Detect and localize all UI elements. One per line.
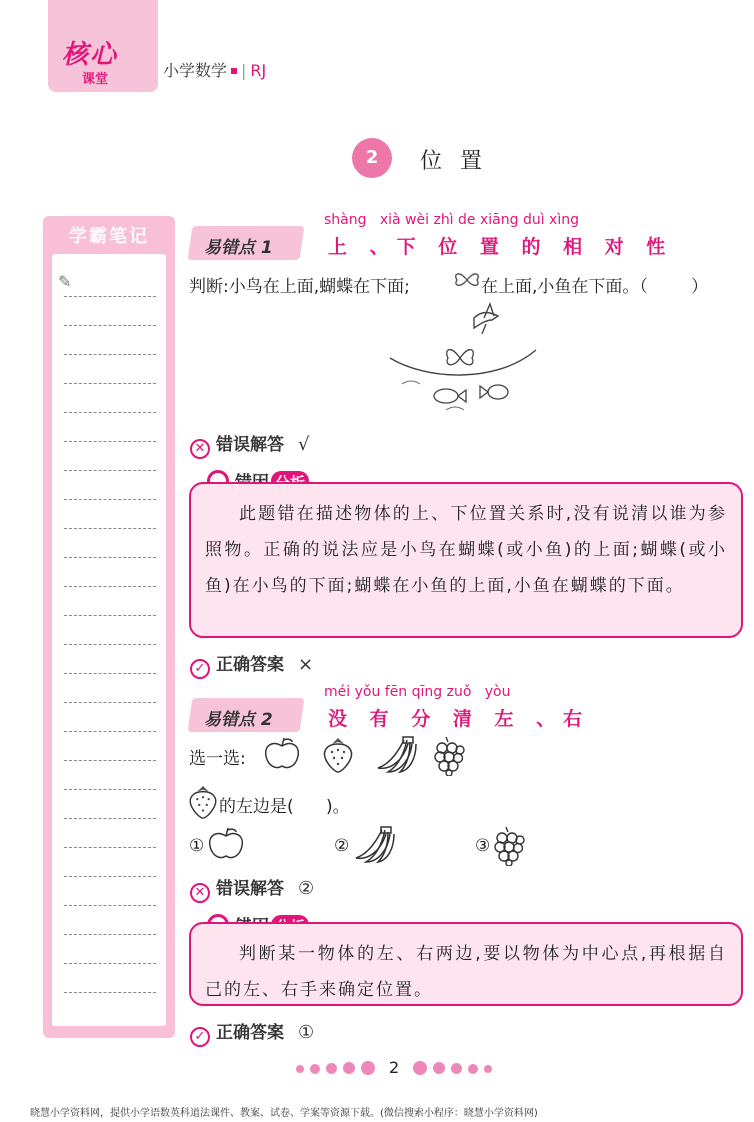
page-dot [343, 1062, 355, 1074]
edition-label: RJ [250, 61, 267, 80]
banana-icon [374, 736, 418, 774]
page-dot [326, 1063, 337, 1074]
wrong-icon: ✕ [190, 439, 210, 459]
note-line [64, 354, 156, 355]
butterfly-icon [453, 270, 481, 290]
grapes-icon [432, 736, 466, 776]
analysis-box-2 [189, 922, 743, 1006]
logo-sub-text: 课堂 [82, 72, 109, 87]
chapter-title: 位置 [420, 149, 501, 174]
wrong-answer-row-1 [190, 430, 309, 459]
error-point-label-2: 易错点 2 [204, 710, 273, 730]
wrong-answer-label: 错误解答 [216, 879, 284, 899]
question-1-part-a: 判断:小鸟在上面,蝴蝶在下面; [189, 277, 410, 297]
note-line [64, 963, 156, 964]
apple-icon [206, 826, 246, 862]
page-number: 2 [389, 1058, 400, 1077]
question-2-sub: 的左边是( )。 [219, 797, 350, 817]
heading-pinyin-1: shàng xià wèi zhì de xiāng duì xìng [324, 212, 579, 228]
note-line [64, 818, 156, 819]
separator-icon [231, 68, 237, 74]
subject-name: 小学数学 [163, 61, 228, 80]
note-line [64, 325, 156, 326]
note-line [64, 905, 156, 906]
strawberry-icon [320, 736, 356, 774]
option-1-label: ① [189, 836, 205, 856]
pencil-icon: ✎ [58, 272, 72, 291]
correct-answer-label: 正确答案 [216, 1023, 284, 1043]
question-2: 选一选: [189, 749, 246, 769]
brand-logo [48, 0, 158, 92]
note-line [64, 412, 156, 413]
check-icon: ✓ [190, 659, 210, 679]
page-dot [361, 1061, 375, 1075]
note-line [64, 789, 156, 790]
option-2-label: ② [334, 836, 350, 856]
correct-answer-value: × [298, 654, 314, 675]
note-line [64, 934, 156, 935]
footer-note: 晓慧小学资料网，提供小学语数英科道法课件、教案、试卷、学案等资源下载。(微信搜索小程序：晓慧小学资料网) [30, 1108, 538, 1119]
check-icon: ✓ [190, 1027, 210, 1047]
analysis-text-1: 此题错在描述物体的上、下位置关系时,没有说清以谁为参照物。正确的说法应是小鸟在蝴蝶(或小鱼)的上面;蝴蝶(或小鱼)在小鸟的下面;蝴蝶在小鱼的上面,小鱼在蝴蝶的下面。 [205, 504, 727, 596]
fish-icon [480, 385, 508, 399]
note-line [64, 470, 156, 471]
analysis-box-1 [189, 482, 743, 638]
page-dot [413, 1061, 427, 1075]
page-dot [296, 1065, 304, 1073]
subject-label: 小学数学 | RJ [163, 61, 267, 80]
correct-answer-row-2 [190, 1018, 314, 1047]
correct-answer-value: ① [298, 1022, 315, 1043]
wrong-answer-value: √ [298, 434, 310, 455]
fish-icon [434, 389, 466, 403]
option-3-label: ③ [475, 836, 491, 856]
analysis-text-2: 判断某一物体的左、右两边,要以物体为中心点,再根据自己的左、右手来确定位置。 [205, 944, 727, 1000]
correct-answer-row-1 [190, 650, 313, 679]
notes-sidebar [43, 216, 175, 1038]
logo-main-text: 核心 [62, 40, 119, 70]
page-dot [451, 1063, 462, 1074]
wrong-answer-label: 错误解答 [216, 435, 284, 455]
chapter-number: 2 [352, 138, 392, 178]
grapes-icon [492, 826, 526, 866]
banana-icon [352, 826, 396, 864]
note-line [64, 731, 156, 732]
note-line [64, 383, 156, 384]
note-line [64, 847, 156, 848]
note-line [64, 644, 156, 645]
note-line [64, 557, 156, 558]
note-line [64, 615, 156, 616]
question-1-part-b: 在上面,小鱼在下面。（ ） [481, 277, 709, 297]
correct-answer-label: 正确答案 [216, 655, 284, 675]
note-line [64, 702, 156, 703]
note-line [64, 876, 156, 877]
heading-pinyin-2: méi yǒu fēn qīng zuǒ yòu [324, 684, 511, 700]
note-line [64, 673, 156, 674]
notes-paper [52, 254, 166, 1026]
apple-icon [262, 736, 302, 772]
sidebar-title: 学霸笔记 [69, 226, 149, 247]
bird-icon [474, 304, 498, 334]
wrong-answer-value: ② [298, 878, 315, 899]
page-dot [484, 1065, 492, 1073]
note-line [64, 760, 156, 761]
note-line [64, 528, 156, 529]
wrong-answer-row-2 [190, 874, 314, 903]
error-point-label-1: 易错点 1 [204, 238, 273, 258]
page-dot [310, 1064, 320, 1074]
note-line [64, 499, 156, 500]
strawberry-icon [186, 784, 220, 820]
note-line [64, 441, 156, 442]
butterfly-icon [447, 350, 474, 365]
heading-title-1: 上 、下 位 置 的 相 对 性 [328, 236, 674, 258]
note-line [64, 992, 156, 993]
heading-title-2: 没 有 分 清 左 、右 [328, 708, 591, 730]
note-line [64, 296, 156, 297]
page-dot [468, 1064, 478, 1074]
scene-illustration [386, 300, 540, 420]
note-line [64, 586, 156, 587]
page-dot [433, 1062, 445, 1074]
wrong-icon: ✕ [190, 883, 210, 903]
